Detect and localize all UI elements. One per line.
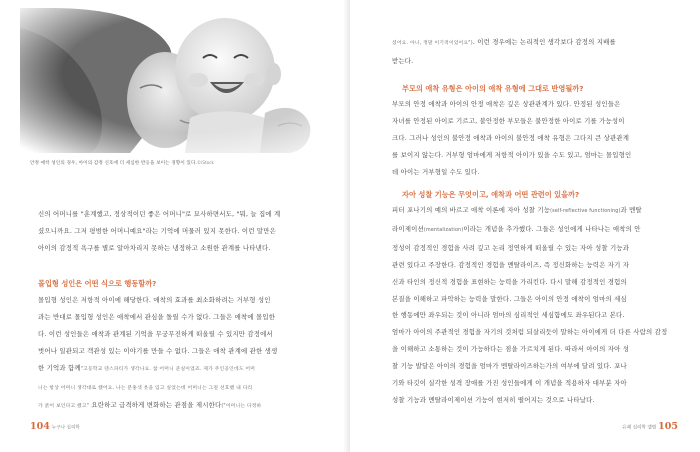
photo-caption bbox=[30, 160, 330, 167]
text-line: 데 아이는 거부형일 수도 있다. bbox=[392, 167, 480, 176]
text-line bbox=[392, 221, 682, 240]
text-line: 몰입형 성인은 저항적 아이에 해당한다. 애착의 효과를 최소화하려는 거부형 성인 bbox=[38, 296, 271, 304]
inline-quote: 가 굵어 보인다고 했고" bbox=[38, 404, 90, 410]
text-segment: 과 멘탈 bbox=[620, 206, 642, 214]
text-line bbox=[38, 397, 330, 416]
text-line: 관련 있다고 주장한다. 감정적인 경험을 멘탈라이즈, 즉 정신화하는 능력은 자기 자 bbox=[392, 260, 630, 269]
text-line: 다. 이런 성인들은 애착과 관계된 기억을 무궁무진하게 떠올릴 수 있지만 감정에서 bbox=[38, 329, 273, 338]
page-number-right: 105 bbox=[658, 421, 678, 432]
book-title-left: 누구나 심리학 bbox=[51, 425, 80, 431]
text-line: 받는다. bbox=[392, 56, 414, 65]
text-segment: 이라는 개념을 추가했다. 그들은 성인에게 나타나는 애착의 안 bbox=[463, 224, 641, 233]
section-heading-parent-attachment: 부모의 애착 유형은 아이의 애착 유형에 그대로 반영될까? bbox=[402, 84, 584, 93]
left-paragraph-1 bbox=[38, 206, 330, 257]
text-line: 을 이해하고 소통하는 것이 가능하다는 점을 가르치게 된다. 따라서 아이의 자아 성 bbox=[392, 345, 630, 354]
text-line: 찰 기능 발달은 아이의 경험을 엄마가 멘탈라이즈하는가의 여부에 달려 있다. 포나 bbox=[392, 362, 627, 371]
right-paragraph-1 bbox=[392, 96, 682, 181]
text-segment: 요란하고 급격하게 변화하는 관점을 제시한다 bbox=[89, 401, 222, 410]
text-segment: . 이런 경우에는 논리적인 생각보다 감정의 지배를 bbox=[472, 38, 616, 46]
text-line: 벗어나 일관되고 객관성 있는 이야기를 만들 수 없다. 그들은 애착 관계에 관한 생생 bbox=[38, 346, 278, 355]
text-line: 한 행동에만 좌우되는 것이 아니라 엄마의 심리적인 세심함에도 좌우된다고 본다. bbox=[392, 311, 625, 320]
inline-quote: 니는 항상 어머니 생각대로 했어요. 나는 분홍색 옷을 입고 싶었는데 어머니는 그걸 선호했 내 다리 bbox=[38, 385, 253, 391]
mother-baby-illustration bbox=[20, 8, 332, 153]
photo-credit: ©iStock bbox=[197, 160, 214, 165]
section-heading-engaged-adult: 몰입형 성인은 어떤 식으로 행동할까? bbox=[38, 279, 157, 288]
text-line bbox=[392, 34, 682, 53]
text-line: 아이의 감정적 욕구를 별로 알아차리지 못하는 냉정하고 소원한 관계를 나타낸다. bbox=[38, 243, 271, 252]
text-line: 본질을 이해하고 파악하는 능력을 말한다. 그들은 아이의 안정 애착이 엄마의 세심 bbox=[392, 294, 627, 303]
right-paragraph-2 bbox=[392, 202, 682, 409]
text-line: 신과 타인의 정신적 경험을 표현하는 능력을 가리킨다. 다시 말해 감정적인 경험의 bbox=[392, 277, 627, 286]
text-line bbox=[38, 360, 330, 379]
left-folio bbox=[30, 421, 80, 432]
text-line: 자녀를 안정된 아이로 기르고, 불안정한 부모들은 불안정한 아이로 기를 가능성이 bbox=[392, 116, 625, 125]
section-heading-self-reflection: 자아 성찰 기능은 무엇이고, 애착과 어떤 관련이 있을까? bbox=[402, 190, 580, 199]
text-line: 를 보이지 않는다. 거부형 엄마에게 저항적 아이가 있을 수도 있고, 엄마는 몰입형인 bbox=[392, 150, 632, 159]
text-line: 셨으니까요. 그저 평범한 어머니예요"라는 기억에 머물러 있지 못한다. 이런 말만은 bbox=[38, 226, 277, 235]
inline-term: (mentalization) bbox=[423, 227, 464, 233]
left-paragraph-2 bbox=[38, 292, 330, 416]
inline-quote: ("어머니는 다정하 bbox=[221, 404, 262, 410]
text-line: 기와 타깃이 실각한 성격 장애를 가진 성인들에게 이 개념을 적용하자 대부분 자아 bbox=[392, 379, 627, 388]
text-line: 정성이 감정적인 경험을 사려 깊고 논리 정연하게 떠올릴 수 있는 자아 성찰 기능과 bbox=[392, 243, 630, 252]
text-segment: 한 기억과 함께 bbox=[38, 363, 81, 372]
text-line: 신의 어머니를 "훈계했고, 정상적이던 좋은 어머니"로 묘사하면서도, "뭐, 늘 집에 계 bbox=[38, 210, 281, 218]
right-folio bbox=[622, 421, 678, 432]
page-number-left: 104 bbox=[30, 421, 50, 432]
right-paragraph-top bbox=[392, 34, 682, 70]
text-line: 부모의 안정 애착과 아이의 안정 애착은 깊은 상관관계가 있다. 안정된 성인들은 bbox=[392, 100, 621, 108]
text-line: 크다. 그러나 성인의 불안정 애착과 아이의 불안정 애착 유형은 그다지 큰 상관관계 bbox=[392, 133, 630, 142]
right-page bbox=[350, 0, 700, 452]
text-line: 성찰 기능과 멘탈라이제이션 기능이 현저히 떨어지는 것으로 나타났다. bbox=[392, 395, 595, 404]
mother-baby-photo bbox=[20, 8, 332, 153]
text-line bbox=[392, 202, 682, 221]
inline-quote: "고등학교 댄스파티가 생각나요. 참 어머니 준실이었죠. 제가 주인공인데도 어머 bbox=[80, 366, 256, 372]
text-line: 과는 반대로 몰입형 성인은 애착에서 관심을 돌릴 수가 없다. 그들은 애착에 몰입한 bbox=[38, 312, 276, 321]
text-segment: 피터 포나기의 예의 바르고 애착 이론에 자아 성찰 기능 bbox=[392, 206, 551, 214]
text-segment: 라이제이션 bbox=[392, 224, 424, 233]
photo-caption-text: 안정 애착 성인의 경우, 아이의 감정 신호에 더 세심한 반응을 보이는 경향이 있다. bbox=[30, 161, 198, 166]
text-line bbox=[38, 379, 330, 398]
inline-term: (self-reflective functioning) bbox=[550, 209, 621, 214]
inline-quote: 셨어요. 아니, 정말 이기적이었어요") bbox=[392, 41, 473, 46]
text-line: 엄마가 아이의 주관적인 경험을 자기의 것처럼 되살리듯이 말하는 아이에게 더 다른 사람의 감정 bbox=[392, 328, 668, 337]
book-title-right: 유쾌 심리학 앨범 bbox=[622, 425, 657, 431]
